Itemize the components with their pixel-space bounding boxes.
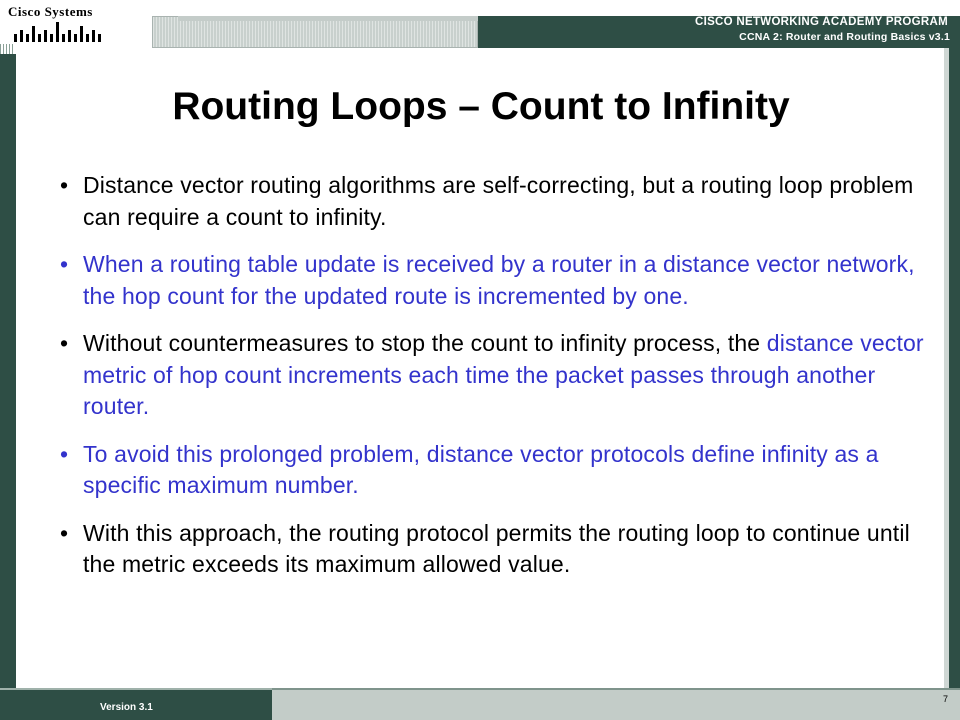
- header-stripes: [0, 44, 14, 54]
- version-label: Version 3.1: [100, 702, 153, 713]
- right-frame-bar: [949, 48, 960, 688]
- bullet-marker: •: [60, 519, 69, 546]
- cisco-logo: [8, 4, 120, 42]
- bullet-item: [60, 518, 940, 581]
- bullet-item: [60, 170, 940, 233]
- slide-footer: [0, 688, 960, 720]
- bullet-text: To avoid this prolonged problem, distance vector protocols define infinity as a specific maximum number.: [83, 440, 879, 498]
- bullet-marker: •: [60, 172, 69, 198]
- bullet-marker: •: [60, 330, 69, 356]
- bullet-marker: •: [60, 251, 69, 277]
- bullet-item: [60, 439, 940, 502]
- logo-text: Cisco Systems: [8, 4, 93, 19]
- bullet-text: distance vector metric of hop count increments each time the packet passes through another router.: [83, 330, 924, 419]
- bullet-text: With this approach, the routing protocol permits the routing loop to continue until the metric exceeds its maximum allowed value.: [83, 519, 910, 577]
- cisco-bridge-icon: [14, 20, 110, 42]
- bullet-text: Distance vector routing algorithms are self-correcting, but a routing loop problem can require a count to infinity.: [83, 172, 914, 230]
- page-number: 7: [943, 694, 949, 704]
- footer-left-band: [0, 688, 272, 720]
- bullet-item: [60, 249, 940, 312]
- course-title: CCNA 2: Router and Routing Basics v3.1: [739, 31, 950, 43]
- bullet-marker: •: [60, 440, 69, 467]
- bullet-text: Without countermeasures to stop the count to infinity process, the: [83, 330, 767, 356]
- bullet-list: [60, 170, 940, 597]
- bullet-text: When a routing table update is received by a router in a distance vector network, the hop count for the updated route is incremented by one.: [83, 251, 915, 309]
- program-title: CISCO NETWORKING ACADEMY PROGRAM: [694, 16, 948, 28]
- slide-title: Routing Loops – Count to Infinity: [172, 85, 790, 128]
- header-light-tab: [178, 16, 478, 21]
- bullet-item: [60, 328, 940, 423]
- left-frame-bar: [0, 54, 16, 688]
- footer-right-band: [272, 688, 960, 720]
- slide-header: [0, 0, 960, 48]
